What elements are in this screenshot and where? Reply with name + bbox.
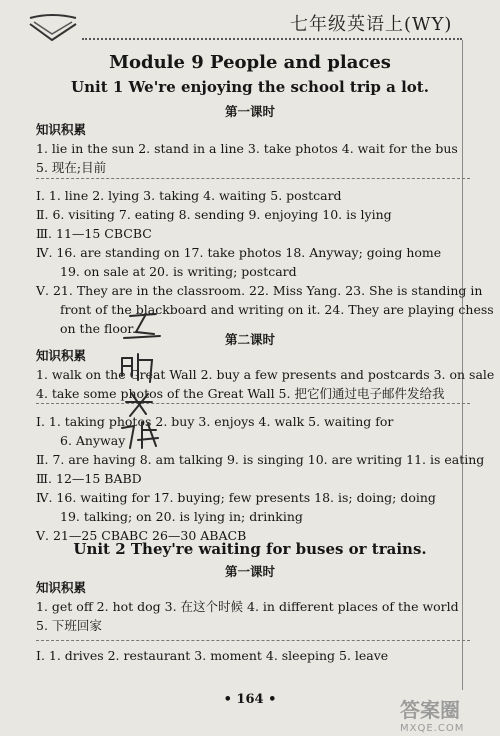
- exercise-line: Ⅲ. 12—15 BABD: [36, 471, 142, 486]
- exercise-line: Ⅲ. 11—15 CBCBC: [36, 226, 152, 241]
- exercise-line: Ⅳ. 16. waiting for 17. buying; few presents 18. is; doing; doing: [36, 490, 436, 505]
- knowledge-line: 5. 下班回家: [36, 618, 102, 633]
- unit1-title: Unit 1 We're enjoying the school trip a lot.: [71, 78, 429, 96]
- exercise-line: 19. on sale at 20. is writing; postcard: [60, 264, 297, 279]
- header-title: 七年级英语上(WY): [290, 14, 453, 35]
- module-title: Module 9 People and places: [109, 52, 391, 73]
- page-number: • 164 •: [223, 692, 277, 707]
- header-rule: [82, 38, 462, 40]
- exercise-line: 19. talking; on 20. is lying in; drinking: [60, 509, 303, 524]
- unit2-lesson1-knowledge: [36, 578, 476, 635]
- unit1-lesson2-label: 第二课时: [224, 332, 275, 347]
- exercise-line: Ⅱ. 6. visiting 7. eating 8. sending 9. enjoying 10. is lying: [36, 207, 392, 222]
- unit2-title: Unit 2 They're waiting for buses or trains.: [73, 540, 427, 558]
- knowledge-line: 1. lie in the sun 2. stand in a line 3. take photos 4. wait for the bus: [36, 141, 458, 156]
- watermark-bottom: MXQE.COM: [400, 723, 465, 734]
- exercise-line: Ⅳ. 16. are standing on 17. take photos 18. Anyway; going home: [36, 245, 442, 260]
- unit2-lesson1-exercises: [36, 646, 476, 665]
- knowledge-heading: 知识积累: [36, 580, 87, 595]
- unit1-lesson2-knowledge: [36, 346, 495, 403]
- exercise-line: Ⅰ. 1. taking photos 2. buy 3. enjoys 4. walk 5. waiting for: [36, 414, 394, 429]
- section-divider: [36, 403, 470, 404]
- knowledge-line: 5. 现在;目前: [36, 160, 107, 175]
- knowledge-heading: 知识积累: [36, 348, 87, 363]
- exercise-line: Ⅴ. 21—25 CBABC 26—30 ABACB: [36, 528, 247, 543]
- header-logo-icon: [28, 14, 78, 42]
- exercise-line: front of the blackboard and writing on it. 24. They are playing chess: [60, 302, 494, 317]
- exercise-line: 6. Anyway: [60, 433, 126, 448]
- section-divider: [36, 640, 470, 641]
- watermark: [400, 694, 464, 734]
- unit2-lesson1-label: 第一课时: [224, 564, 275, 579]
- knowledge-line: 4. take some photos of the Great Wall 5. 把它们通过电子邮件发给我: [36, 386, 445, 401]
- unit1-lesson2-exercises: [36, 412, 485, 545]
- exercise-line: Ⅴ. 21. They are in the classroom. 22. Miss Yang. 23. She is standing in: [36, 283, 483, 298]
- exercise-line: Ⅰ. 1. drives 2. restaurant 3. moment 4. sleeping 5. leave: [36, 648, 389, 663]
- unit1-lesson1-exercises: [36, 186, 494, 338]
- handwriting-icon: [112, 302, 192, 452]
- exercise-line: Ⅰ. 1. line 2. lying 3. taking 4. waiting 5. postcard: [36, 188, 342, 203]
- knowledge-heading: 知识积累: [36, 122, 87, 137]
- unit1-lesson1-knowledge: [36, 120, 476, 177]
- watermark-top: 答案圈: [400, 698, 460, 722]
- knowledge-line: 1. walk on the Great Wall 2. buy a few presents and postcards 3. on sale: [36, 367, 495, 382]
- unit1-lesson1-label: 第一课时: [224, 104, 275, 119]
- section-divider: [36, 178, 470, 179]
- exercise-line: Ⅱ. 7. are having 8. am talking 9. is singing 10. are writing 11. is eating: [36, 452, 485, 467]
- knowledge-line: 1. get off 2. hot dog 3. 在这个时候 4. in different places of the world: [36, 599, 459, 614]
- exercise-line: on the floor.: [60, 321, 136, 336]
